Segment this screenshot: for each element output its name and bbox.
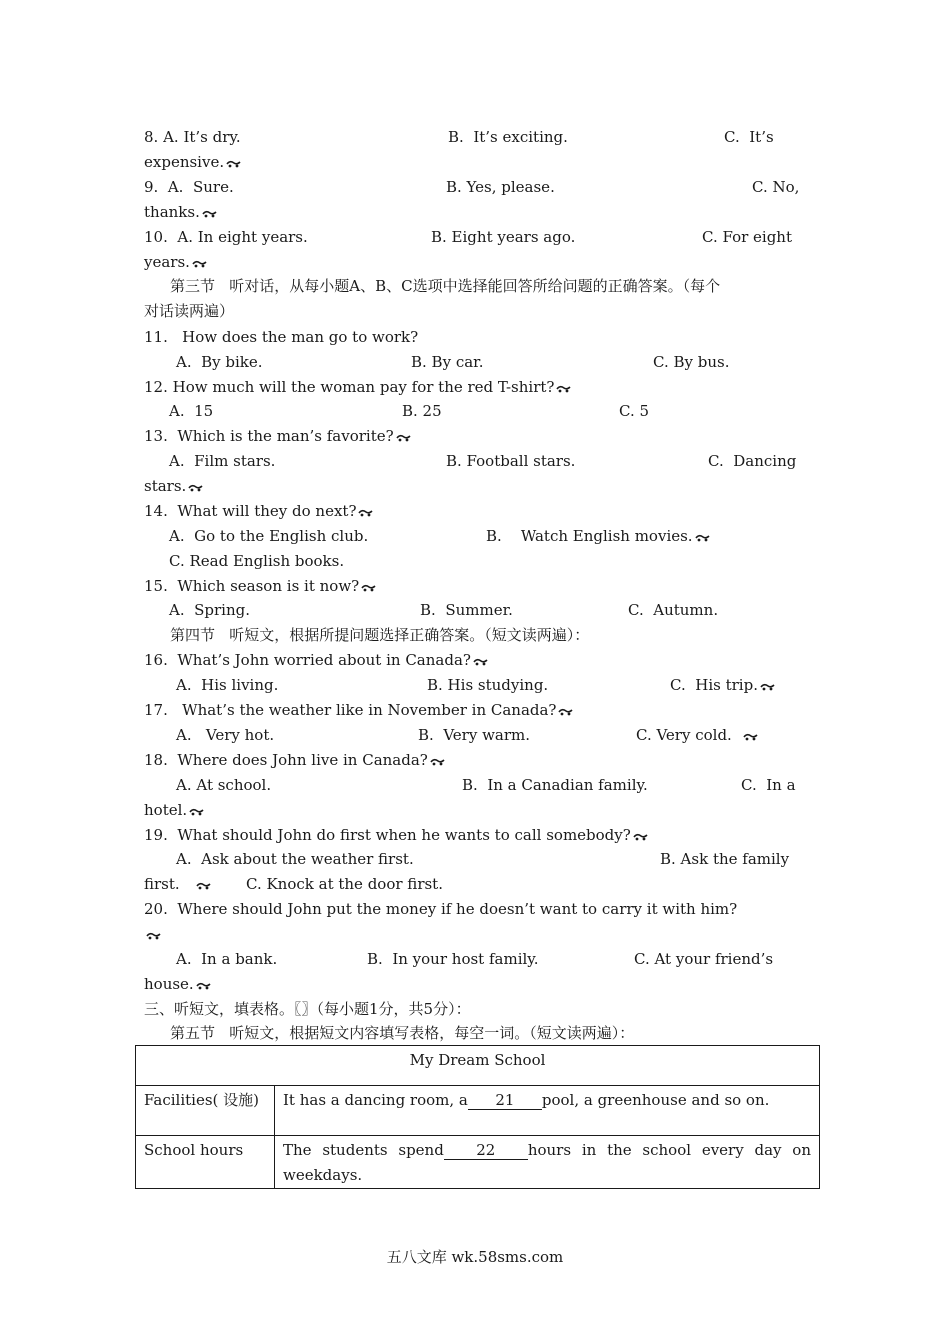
text-line xyxy=(702,227,792,247)
text-line xyxy=(170,625,589,645)
text-line xyxy=(619,401,649,421)
footer-watermark: 五八文库 wk.58sms.com xyxy=(386,1248,564,1266)
decorative-mark-icon xyxy=(695,533,710,542)
line-text: C. Read English books. xyxy=(169,552,345,570)
text-line xyxy=(144,501,373,521)
line-text: 8. A. It’s dry. xyxy=(144,128,241,146)
line-text: C. It’s xyxy=(724,128,774,146)
text-line xyxy=(144,377,571,397)
line-text: 三、听短文，填表格。〖〗（每小题1分，共5分）： xyxy=(144,1000,471,1018)
text-line xyxy=(144,825,648,845)
decorative-mark-icon xyxy=(556,384,571,393)
row-content xyxy=(275,1086,820,1136)
line-text: C. Very cold. xyxy=(636,726,742,744)
text-line xyxy=(144,750,445,770)
line-text: C. By bus. xyxy=(653,353,730,371)
text-line xyxy=(660,849,789,869)
decorative-mark-icon xyxy=(192,259,207,268)
text-line xyxy=(176,725,274,745)
text-line xyxy=(144,700,573,720)
text-line xyxy=(144,476,203,496)
line-text: 15. Which season is it now? xyxy=(144,577,360,595)
text-line xyxy=(144,327,418,347)
line-text: C. 5 xyxy=(619,402,650,420)
line-text: B. Eight years ago. xyxy=(431,228,576,246)
text-line xyxy=(724,127,774,147)
decorative-mark-icon xyxy=(196,881,211,890)
line-text: C. For eight xyxy=(702,228,792,246)
text-line xyxy=(144,127,241,147)
decorative-mark-icon xyxy=(189,807,204,816)
row-text: The students spend xyxy=(283,1141,444,1159)
text-line xyxy=(144,874,211,894)
text-line xyxy=(144,227,308,247)
decorative-mark-icon xyxy=(430,757,445,766)
line-text: B. Summer. xyxy=(420,601,513,619)
line-text: 13. Which is the man’s favorite? xyxy=(144,427,394,445)
text-line xyxy=(144,252,207,272)
text-line xyxy=(169,600,250,620)
line-text: first. xyxy=(144,875,194,893)
text-line xyxy=(170,1023,634,1043)
table-row xyxy=(136,1086,820,1136)
line-text: 9. A. Sure. xyxy=(144,178,234,196)
decorative-mark-icon xyxy=(226,159,241,168)
text-line xyxy=(144,177,234,197)
decorative-mark-icon xyxy=(196,981,211,990)
line-text: B. Yes, please. xyxy=(446,178,555,196)
text-line xyxy=(169,451,275,471)
text-line xyxy=(636,725,758,745)
answer-blank-21[interactable]: 21 xyxy=(468,1092,542,1110)
line-text: A. By bike. xyxy=(176,353,263,371)
line-text: C. At your friend’s xyxy=(634,950,774,968)
line-text: A. His living. xyxy=(176,676,279,694)
line-text: 14. What will they do next? xyxy=(144,502,357,520)
text-line xyxy=(144,974,211,994)
decorative-mark-icon xyxy=(358,508,373,517)
text-line xyxy=(462,775,648,795)
decorative-mark-icon xyxy=(146,931,161,940)
text-line xyxy=(144,650,488,670)
line-text: B. In your host family. xyxy=(367,950,539,968)
line-text: A. Film stars. xyxy=(169,452,276,470)
decorative-mark-icon xyxy=(202,209,217,218)
line-text: A. In a bank. xyxy=(176,950,278,968)
line-text: B. His studying. xyxy=(427,676,549,694)
line-text: 17. What’s the weather like in November in Canada? xyxy=(144,701,557,719)
line-text: C. Autumn. xyxy=(628,601,719,619)
line-text: thanks. xyxy=(144,203,200,221)
line-text: C. Knock at the door first. xyxy=(246,875,443,893)
line-text: stars. xyxy=(144,477,187,495)
line-text: A. Very hot. xyxy=(176,726,275,744)
line-text: A. 15 xyxy=(169,402,214,420)
text-line xyxy=(653,352,729,372)
line-text: years. xyxy=(144,253,190,271)
line-text: 第四节 听短文，根据所提问题选择正确答案。（短文读两遍）： xyxy=(170,626,590,644)
line-text: B. 25 xyxy=(402,402,442,420)
line-text: B. Watch English movies. xyxy=(486,527,693,545)
line-text: 10. A. In eight years. xyxy=(144,228,308,246)
row-text: It has a dancing room, a xyxy=(283,1091,468,1109)
table-title: My Dream School xyxy=(136,1046,820,1086)
text-line xyxy=(144,426,411,446)
text-line xyxy=(169,401,213,421)
text-line xyxy=(448,127,568,147)
line-text: A. At school. xyxy=(176,776,272,794)
line-text: expensive. xyxy=(144,153,225,171)
line-text: A. Spring. xyxy=(169,601,251,619)
line-text: A. Ask about the weather first. xyxy=(176,850,414,868)
line-text: B. It’s exciting. xyxy=(448,128,568,146)
line-text: B. Very warm. xyxy=(418,726,531,744)
text-line xyxy=(486,526,710,546)
text-line xyxy=(670,675,775,695)
line-text: 18. Where does John live in Canada? xyxy=(144,751,428,769)
text-line xyxy=(367,949,539,969)
text-line xyxy=(427,675,548,695)
text-line xyxy=(708,451,796,471)
line-text: 11. How does the man go to work? xyxy=(144,328,419,346)
line-text: house. xyxy=(144,975,194,993)
line-text: hotel. xyxy=(144,801,188,819)
decorative-mark-icon xyxy=(361,583,376,592)
decorative-mark-icon xyxy=(188,483,203,492)
line-text: 20. Where should John put the money if he doesn’t want to carry it with him? xyxy=(144,900,738,918)
text-line xyxy=(176,675,278,695)
line-text: B. In a Canadian family. xyxy=(462,776,648,794)
text-line xyxy=(176,849,414,869)
text-line xyxy=(176,949,277,969)
decorative-mark-icon xyxy=(396,433,411,442)
text-line xyxy=(402,401,442,421)
row-content xyxy=(275,1136,820,1189)
text-line xyxy=(144,899,737,919)
text-line xyxy=(420,600,513,620)
decorative-mark-icon xyxy=(633,832,648,841)
line-text: C. Dancing xyxy=(708,452,797,470)
text-line xyxy=(431,227,575,247)
decorative-mark-icon xyxy=(558,707,573,716)
line-text: 第五节 听短文，根据短文内容填写表格，每空一词。（短文读两遍）： xyxy=(170,1024,635,1042)
line-text: A. Go to the English club. xyxy=(169,527,369,545)
text-line xyxy=(144,924,161,944)
line-text: 第三节 听对话，从每小题A、B、C选项中选择能回答所给问题的正确答案。（每个 xyxy=(170,277,721,295)
text-line xyxy=(144,999,471,1019)
row-text: hours in the school every day on weekdays. xyxy=(283,1141,811,1184)
text-line xyxy=(144,800,204,820)
text-line xyxy=(752,177,799,197)
text-line xyxy=(176,352,263,372)
text-line xyxy=(169,526,368,546)
text-line xyxy=(169,551,344,571)
text-line xyxy=(144,202,217,222)
text-line xyxy=(144,152,241,172)
row-label: Facilities( 设施) xyxy=(136,1086,275,1136)
line-text: 对话读两遍） xyxy=(144,302,235,320)
decorative-mark-icon xyxy=(760,682,775,691)
text-line xyxy=(741,775,796,795)
line-text: B. Ask the family xyxy=(660,850,790,868)
text-line xyxy=(144,301,234,321)
dream-school-table xyxy=(135,1045,820,1189)
line-text: 12. How much will the woman pay for the red T-shirt? xyxy=(144,378,555,396)
text-line xyxy=(411,352,483,372)
text-line xyxy=(144,576,376,596)
line-text: 19. What should John do first when he wants to call somebody? xyxy=(144,826,631,844)
text-line xyxy=(418,725,530,745)
row-label: School hours xyxy=(136,1136,275,1189)
line-text: B. Football stars. xyxy=(446,452,576,470)
text-line xyxy=(176,775,271,795)
row-text: pool, a greenhouse and so on. xyxy=(541,1091,770,1109)
decorative-mark-icon xyxy=(743,732,758,741)
line-text: 16. What’s John worried about in Canada? xyxy=(144,651,471,669)
line-text: B. By car. xyxy=(411,353,484,371)
table-row xyxy=(136,1136,820,1189)
line-text: C. His trip. xyxy=(670,676,758,694)
line-text: C. No, xyxy=(752,178,800,196)
decorative-mark-icon xyxy=(473,657,488,666)
text-line xyxy=(628,600,718,620)
text-line xyxy=(446,451,575,471)
text-line xyxy=(446,177,555,197)
text-line xyxy=(170,276,720,296)
line-text: C. In a xyxy=(741,776,796,794)
text-line xyxy=(634,949,773,969)
text-line xyxy=(246,874,443,894)
answer-blank-22[interactable]: 22 xyxy=(444,1142,528,1160)
